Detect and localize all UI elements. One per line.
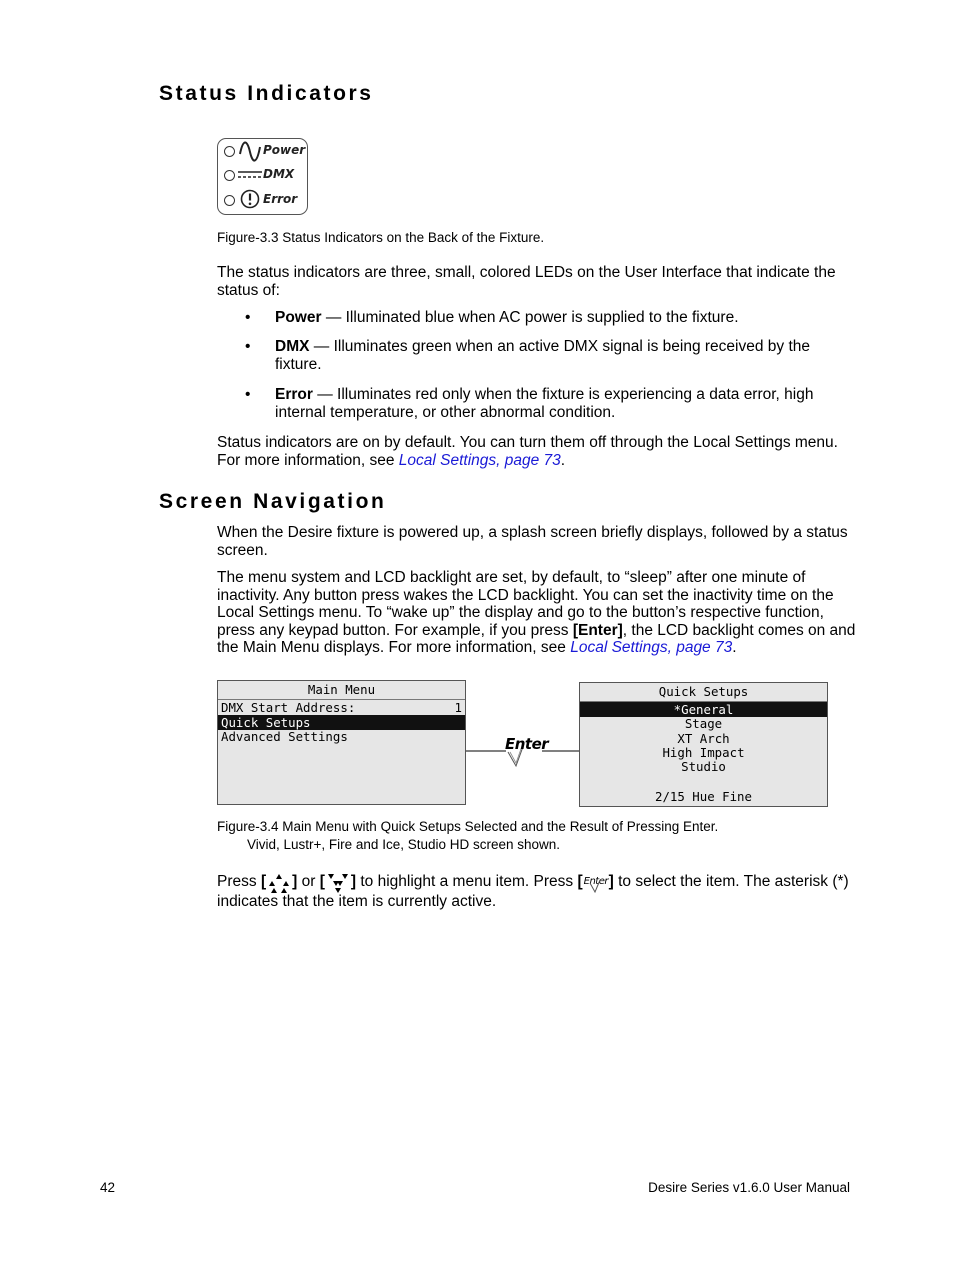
lcd-title: Main Menu [218,682,465,700]
section-title-status-indicators: Status Indicators [159,82,374,105]
bullet-term: DMX [275,338,310,355]
local-settings-link[interactable]: Local Settings, page 73 [570,639,733,657]
manual-title: Desire Series v1.6.0 User Manual [648,1180,850,1195]
list-item [245,338,857,386]
power-label: Power [263,143,306,157]
lcd-row: High Impact [662,745,745,760]
power-icon [238,141,262,163]
navigation-para-2: The menu system and LCD backlight are set, by default, to “sleep” after one minute of inactivity. Any button press wakes the LCD backlight. You can set the inactivity time on the Local Settings menu. To “wake up” the display and go to the button’s respective function, press any keypad button. For example, if you press [Enter], the LCD backlight comes on and the Main Menu displays. For more information, see Local Settings, page 73. [217,569,856,657]
figure-3-3-caption: Figure-3.3 Status Indicators on the Back of the Fixture. [217,230,545,245]
status-indicator-panel [217,138,308,215]
bullet-marker: • [245,338,251,355]
dmx-signal-icon [238,171,262,179]
figure-3-4-caption: Figure-3.4 Main Menu with Quick Setups Selected and the Result of Pressing Enter. [217,819,719,834]
bullet-text: — Illuminates green when an active DMX signal is being received by the fixture. [275,338,811,373]
dmx-led [224,170,235,181]
bullet-term: Power [275,309,322,326]
figure-3-4-subcaption: Vivid, Lustr+, Fire and Ice, Studio HD screen shown. [247,837,561,852]
lcd-row: Studio [681,759,726,774]
navigation-instructions: Press [ ] or [ ] to highlight a menu item. Press [ Enter ] to select the item. The asterisk (*) indicates that the item is currently active. [217,871,857,911]
section-title-screen-navigation: Screen Navigation [159,490,387,513]
lcd-footer: 2/15 Hue Fine [655,789,752,804]
list-item [245,309,857,338]
lcd-row: Stage [684,716,723,731]
local-settings-link[interactable]: Local Settings, page 73 [398,452,561,469]
lcd-row: Advanced Settings [221,729,348,744]
page-number: 42 [100,1180,116,1195]
bullet-text: — Illuminates red only when the fixture is experiencing a data error, high internal temperature, or other abnormal condition. [275,386,814,421]
status-intro: The status indicators are three, small, colored LEDs on the User Interface that indicate the status of: [217,264,836,299]
bullet-marker: • [245,386,251,403]
navigation-para-1: When the Desire fixture is powered up, a splash screen briefly displays, followed by a status screen. [217,524,848,559]
bullet-marker: • [245,309,251,326]
list-item [245,386,857,434]
lcd-row: XT Arch [677,731,730,746]
status-closing: Status indicators are on by default. You can turn them off through the Local Settings menu. For more information, see Local Settings, page 73. [217,434,838,469]
up-arrow-key-icon [266,871,292,893]
power-led [224,146,235,157]
dmx-label: DMX [263,167,295,181]
error-label: Error [263,192,298,206]
lcd-row: DMX Start Address: 1 [221,700,462,715]
down-arrow-key-icon [325,871,351,893]
main-menu-screen [217,680,466,805]
enter-label: Enter [505,735,549,753]
error-icon [240,189,260,209]
error-led [224,195,235,206]
status-bullet-list [245,309,857,434]
bullet-text: — Illuminated blue when AC power is supplied to the fixture. [321,309,739,326]
lcd-row-selected: *General [580,702,827,717]
enter-key-icon: Enter [583,873,609,891]
bullet-term: Error [275,386,313,403]
quick-setups-screen [579,682,828,807]
lcd-title: Quick Setups [580,684,827,702]
lcd-row-selected: Quick Setups [218,715,465,730]
